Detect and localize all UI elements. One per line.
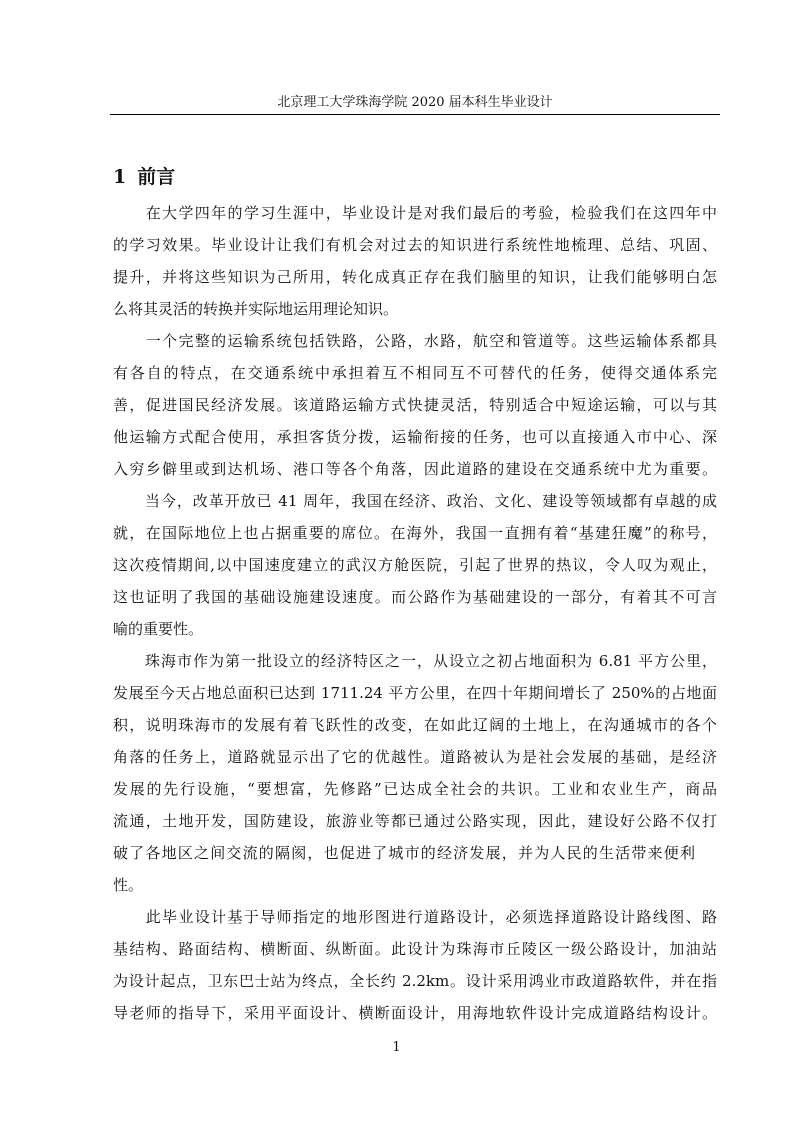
body-line: 在大学四年的学习生涯中，毕业设计是对我们最后的考验，检验我们在这四年中	[113, 204, 717, 222]
body-line: 此毕业设计基于导师指定的地形图进行道路设计，必须选择道路设计路线图、路	[113, 908, 717, 926]
body-line: 么将其灵活的转换并实际地运用理论知识。	[113, 300, 399, 318]
body-line: 这也证明了我国的基础设施建设速度。而公路作为基础建设的一部分，有着其不可言	[113, 588, 717, 606]
body-line: 发展至今天占地总面积已达到 1711.24 平方公里，在四十年期间增长了 250%的占地面	[113, 684, 717, 702]
body-line: 的学习效果。毕业设计让我们有机会对过去的知识进行系统性地梳理、总结、巩固、	[113, 236, 717, 254]
section-heading	[113, 163, 175, 191]
body-line: 喻的重要性。	[113, 620, 204, 638]
section-title: 前言	[137, 166, 176, 188]
body-line: 基结构、路面结构、横断面、纵断面。此设计为珠海市丘陵区一级公路设计，加油站	[113, 940, 717, 958]
body-line: 发展的先行设施，“要想富，先修路”已达成全社会的共识。工业和农业生产，商品	[113, 780, 717, 798]
body-line: 善，促进国民经济发展。该道路运输方式快捷灵活，特别适合中短途运输，可以与其	[113, 396, 717, 414]
body-line: 当今，改革开放已 41 周年，我国在经济、政治、文化、建设等领域都有卓越的成	[113, 492, 717, 510]
body-line: 导老师的指导下，采用平面设计、横断面设计，用海地软件设计完成道路结构设计。	[113, 1004, 717, 1022]
body-line: 他运输方式配合使用，承担客货分拨，运输衔接的任务，也可以直接通入市中心、深	[113, 428, 717, 446]
body-line: 积，说明珠海市的发展有着飞跃性的改变，在如此辽阔的土地上，在沟通城市的各个	[113, 716, 717, 734]
body-line: 破了各地区之间交流的隔阂，也促进了城市的经济发展，并为人民的生活带来便利	[113, 844, 695, 862]
section-number: 1	[113, 166, 127, 188]
body-line: 入穷乡僻里或到达机场、港口等各个角落，因此道路的建设在交通系统中尤为重要。	[113, 460, 717, 478]
body-line: 有各自的特点，在交通系统中承担着互不相同互不可替代的任务，使得交通体系完	[113, 364, 717, 382]
page-header: 北京理工大学珠海学院 2020 届本科生毕业设计	[110, 92, 720, 115]
page-number: 1	[392, 1040, 401, 1055]
body-line: 流通，土地开发，国防建设，旅游业等都已通过公路实现，因此，建设好公路不仅打	[113, 812, 717, 830]
body-line: 这次疫情期间,以中国速度建立的武汉方舱医院，引起了世界的热议，令人叹为观止，	[113, 556, 717, 574]
body-line: 提升，并将这些知识为己所用，转化成真正存在我们脑里的知识，让我们能够明白怎	[113, 268, 717, 286]
body-line: 角落的任务上，道路就显示出了它的优越性。道路被认为是社会发展的基础，是经济	[113, 748, 717, 766]
body-line: 就，在国际地位上也占据重要的席位。在海外，我国一直拥有着“基建狂魔”的称号，	[113, 524, 717, 542]
body-line: 性。	[113, 876, 144, 894]
body-line: 一个完整的运输系统包括铁路，公路，水路，航空和管道等。这些运输体系都具	[113, 332, 717, 350]
body-line: 为设计起点，卫东巴士站为终点，全长约 2.2km。设计采用鸿业市政道路软件，并在指	[113, 972, 717, 990]
body-line: 珠海市作为第一批设立的经济特区之一，从设立之初占地面积为 6.81 平方公里，	[113, 652, 717, 670]
